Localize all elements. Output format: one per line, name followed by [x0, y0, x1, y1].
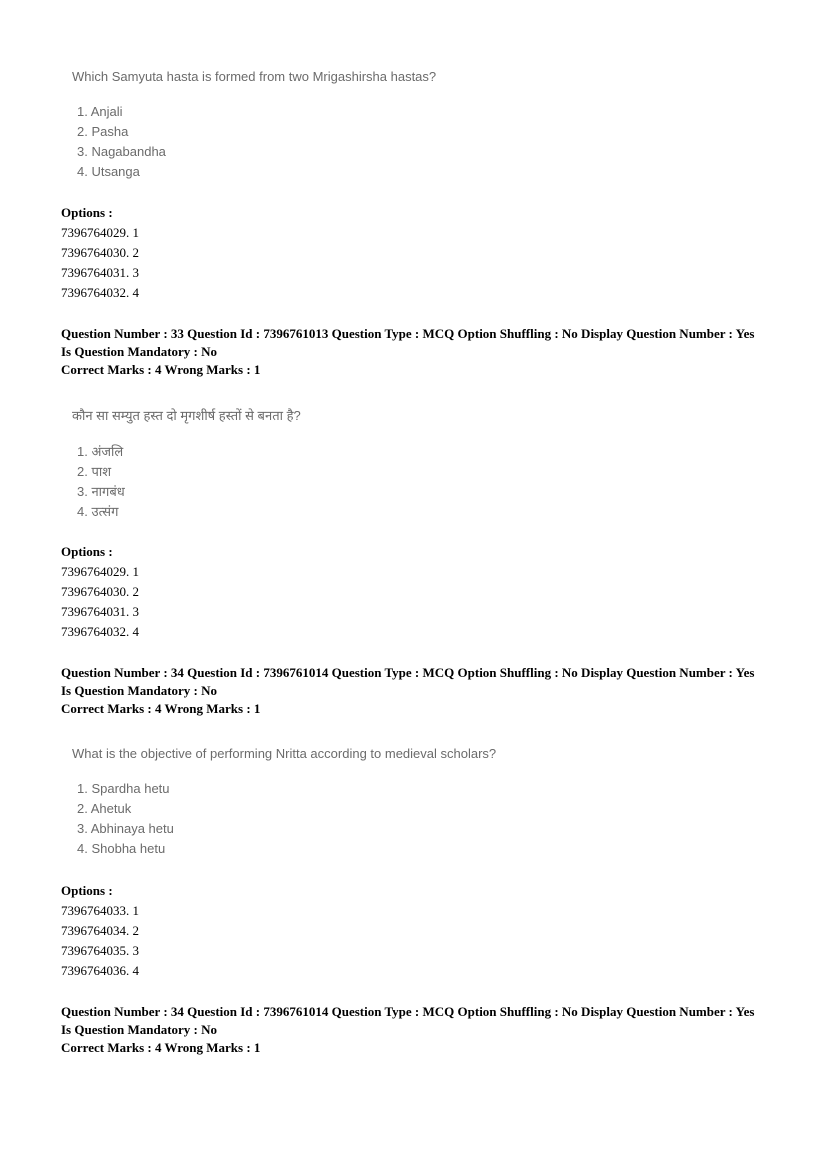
choice-item: 4. Utsanga [77, 164, 140, 179]
question-text: कौन सा सम्युत हस्त दो मृगशीर्ष हस्तों से बनता है? [72, 408, 301, 423]
mandatory-line: Is Question Mandatory : No [61, 1022, 218, 1037]
choice-item: 2. Ahetuk [77, 801, 132, 816]
question-image [72, 746, 496, 859]
choice-list [72, 102, 436, 182]
marks-line: Correct Marks : 4 Wrong Marks : 1 [61, 1040, 261, 1055]
question-header-line: Question Number : 34 Question Id : 7396761014 Question Type : MCQ Option Shuffling : No Display Question Number : Yes [61, 665, 755, 680]
choice-item: 4. उत्संग [77, 504, 119, 519]
option-id: 7396764034. 2 [61, 923, 139, 938]
question-text: What is the objective of performing Nritta according to medieval scholars? [72, 746, 497, 761]
option-id: 7396764035. 3 [61, 943, 139, 958]
choice-item: 4. Shobha hetu [77, 841, 166, 856]
options-section [61, 542, 139, 642]
choice-item: 3. Abhinaya hetu [77, 821, 174, 836]
question-image [72, 406, 301, 522]
mandatory-line: Is Question Mandatory : No [61, 683, 218, 698]
choice-item: 2. Pasha [77, 124, 129, 139]
option-id: 7396764031. 3 [61, 604, 139, 619]
marks-line: Correct Marks : 4 Wrong Marks : 1 [61, 701, 261, 716]
option-id: 7396764029. 1 [61, 564, 139, 579]
options-section [61, 203, 139, 303]
choice-item: 1. Spardha hetu [77, 781, 170, 796]
question-text: Which Samyuta hasta is formed from two Mrigashirsha hastas? [72, 69, 437, 84]
question-header [61, 664, 754, 718]
option-id: 7396764032. 4 [61, 624, 139, 639]
options-label: Options : [61, 544, 113, 559]
question-header-line: Question Number : 33 Question Id : 7396761013 Question Type : MCQ Option Shuffling : No Display Question Number : Yes [61, 326, 755, 341]
choice-list [72, 442, 301, 522]
marks-line: Correct Marks : 4 Wrong Marks : 1 [61, 362, 261, 377]
question-header [61, 325, 754, 379]
question-header-line: Question Number : 34 Question Id : 7396761014 Question Type : MCQ Option Shuffling : No Display Question Number : Yes [61, 1004, 755, 1019]
option-id: 7396764036. 4 [61, 963, 139, 978]
option-id: 7396764031. 3 [61, 265, 139, 280]
choice-list [72, 779, 496, 859]
choice-item: 1. अंजलि [77, 444, 124, 459]
options-section [61, 881, 139, 981]
option-id: 7396764030. 2 [61, 245, 139, 260]
choice-item: 2. पाश [77, 464, 112, 479]
option-id: 7396764029. 1 [61, 225, 139, 240]
options-label: Options : [61, 205, 113, 220]
choice-item: 1. Anjali [77, 104, 123, 119]
option-id: 7396764030. 2 [61, 584, 139, 599]
mandatory-line: Is Question Mandatory : No [61, 344, 218, 359]
question-header [61, 1003, 754, 1057]
option-id: 7396764033. 1 [61, 903, 139, 918]
option-id: 7396764032. 4 [61, 285, 139, 300]
question-image [72, 69, 436, 182]
choice-item: 3. Nagabandha [77, 144, 166, 159]
options-label: Options : [61, 883, 113, 898]
choice-item: 3. नागबंध [77, 484, 125, 499]
